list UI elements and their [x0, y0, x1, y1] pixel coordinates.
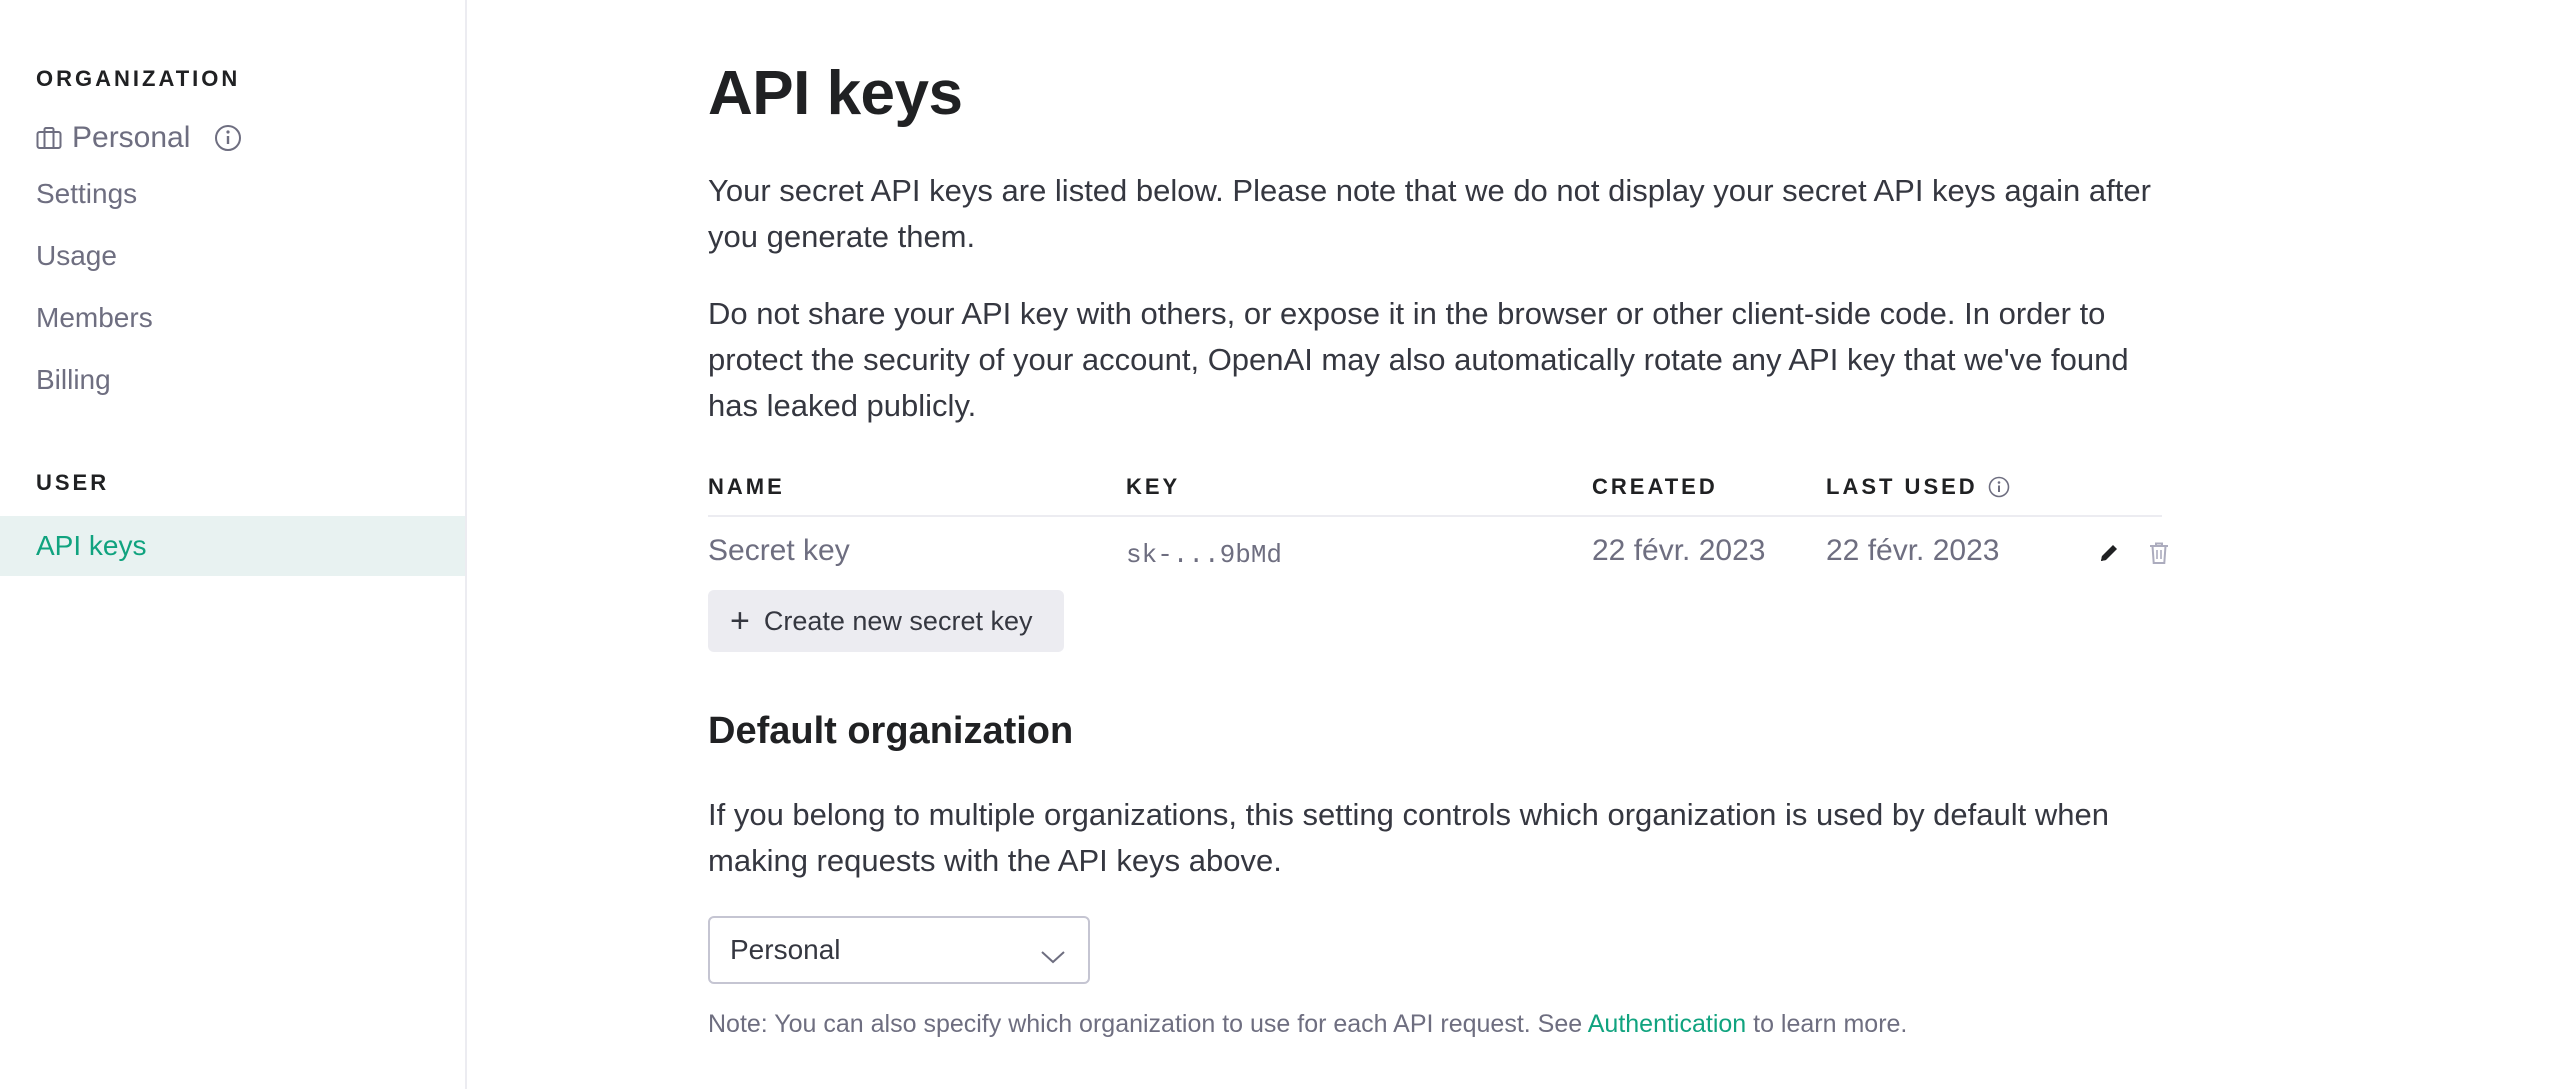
default-organization-title: Default organization	[708, 710, 1074, 752]
select-value: Personal	[730, 934, 841, 965]
key-value-cell: sk-...9bMd	[1126, 540, 1283, 570]
note-prefix: Note: You can also specify which organization to use for each API request. See	[708, 1010, 1588, 1038]
create-secret-key-button[interactable]	[708, 590, 1064, 652]
sidebar-item-billing[interactable]: Billing	[36, 364, 111, 395]
default-organization-select[interactable]	[708, 916, 1090, 984]
column-header-created: CREATED	[1592, 474, 1718, 499]
authentication-link[interactable]: Authentication	[1587, 1010, 1747, 1038]
user-heading: USER	[36, 470, 110, 495]
key-name-cell: Secret key	[708, 534, 850, 567]
column-header-name: NAME	[708, 474, 785, 499]
security-paragraph: Do not share your API key with others, or expose it in the browser or other client-side code. In order to protect the security of your account, OpenAI may also automatically rotate any API key that we've found has leaked publicly.	[708, 296, 2129, 423]
sidebar-item-label: API keys	[36, 530, 147, 561]
table-divider	[708, 515, 2162, 517]
pencil-icon[interactable]	[2094, 538, 2124, 568]
intro-paragraph: Your secret API keys are listed below. Please note that we do not display your secret API keys again after you generate them.	[708, 173, 2151, 254]
authentication-note	[708, 1010, 1907, 1039]
column-header-key: KEY	[1126, 474, 1181, 499]
column-header-last-used-label: LAST USED	[1826, 474, 1978, 499]
default-organization-description: If you belong to multiple organizations, this setting controls which organization is used by default when making requests with the API keys above.	[708, 797, 2109, 878]
organization-heading: ORGANIZATION	[36, 66, 241, 91]
chevron-down-icon	[1040, 940, 1066, 960]
trash-icon[interactable]	[2144, 538, 2174, 568]
column-header-last-used	[1826, 474, 2010, 500]
organization-name: Personal	[72, 121, 191, 154]
last-used-cell: 22 févr. 2023	[1826, 534, 2000, 567]
sidebar-item-api-keys[interactable]	[0, 516, 465, 576]
sidebar-item-members[interactable]: Members	[36, 302, 153, 333]
organization-selector[interactable]	[36, 118, 244, 158]
note-suffix: to learn more.	[1746, 1010, 1908, 1038]
info-icon[interactable]	[214, 123, 244, 153]
sidebar	[0, 0, 467, 1089]
sidebar-item-usage[interactable]: Usage	[36, 240, 117, 271]
briefcase-icon	[36, 125, 64, 151]
plus-icon: +	[730, 602, 750, 640]
page-title: API keys	[708, 59, 963, 128]
info-icon[interactable]	[1988, 476, 2010, 498]
created-cell: 22 févr. 2023	[1592, 534, 1766, 567]
sidebar-item-settings[interactable]: Settings	[36, 178, 138, 209]
create-button-label: Create new secret key	[763, 605, 1033, 636]
